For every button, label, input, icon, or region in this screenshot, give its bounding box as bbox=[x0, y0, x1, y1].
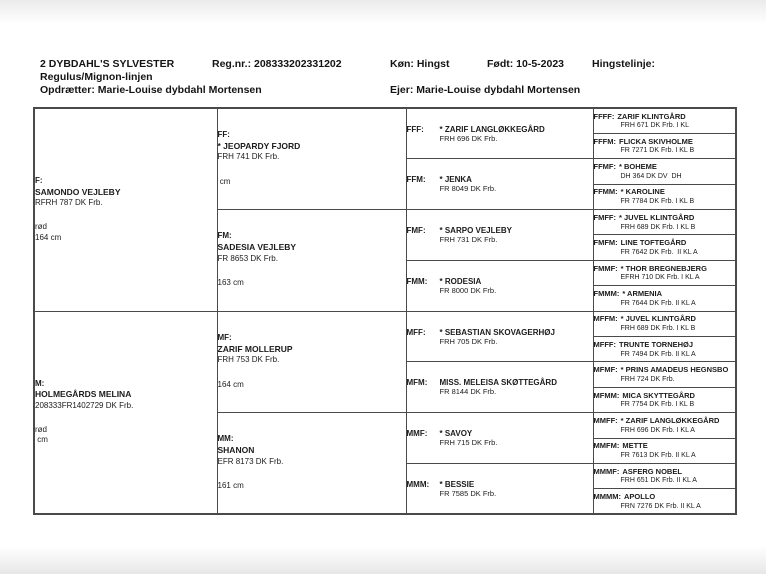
horse-label: MMM: bbox=[406, 479, 430, 489]
horse-label: MFF: bbox=[406, 327, 426, 337]
horse-reg: FR 7754 DK Frb. I KL B bbox=[620, 401, 695, 409]
horse-name: MISS. MELEISA SKØTTEGÅRD bbox=[439, 378, 557, 388]
horse-reg: FRH 724 DK Frb. bbox=[620, 375, 675, 383]
pedigree-row bbox=[34, 108, 736, 133]
pedigree-cell-mmmm bbox=[593, 489, 736, 514]
pedigree-cell-mmmf bbox=[593, 463, 736, 488]
horse-name: * JUVEL KLINTGÅRD bbox=[619, 212, 695, 222]
horse-label: FFMF: bbox=[593, 162, 616, 172]
horse-name: * BOHEME bbox=[619, 162, 657, 172]
birthdate-field: Født: 10-5-2023 bbox=[487, 58, 565, 70]
horse-height: 164 cm bbox=[35, 232, 62, 242]
horse-label: M: bbox=[35, 378, 45, 388]
horse-reg: FR 8000 DK Frb. bbox=[439, 285, 497, 295]
pedigree-cell-mm bbox=[217, 413, 406, 515]
horse-name: * KAROLINE bbox=[620, 187, 665, 197]
pedigree-cell-ffm bbox=[406, 159, 593, 210]
horse-reg: FRH 696 DK Frb. bbox=[439, 133, 498, 143]
horse-color: rød bbox=[35, 222, 47, 232]
lineage-line: Regulus/Mignon-linjen bbox=[40, 71, 153, 83]
horse-name: * THOR BREGNEBJERG bbox=[620, 263, 707, 273]
horse-name: LINE TOFTEGÅRD bbox=[620, 238, 687, 248]
pedigree-cell-mffm bbox=[593, 311, 736, 336]
horse-name: ZARIF MOLLERUP bbox=[217, 343, 293, 354]
horse-reg: FRH 741 DK Frb. bbox=[217, 152, 280, 162]
horse-label: FMFF: bbox=[593, 212, 616, 222]
horse-reg: FR 7494 DK Frb. II KL A bbox=[620, 350, 696, 358]
horse-reg: FRH 671 DK Frb. I KL bbox=[620, 122, 689, 130]
horse-height: 163 cm bbox=[217, 278, 244, 288]
horse-label: FMMF: bbox=[593, 263, 618, 273]
horse-name: MICA SKYTTEGÅRD bbox=[622, 390, 695, 400]
stallion-line-field: Hingstelinje: bbox=[592, 58, 656, 70]
pedigree-cell-mff bbox=[406, 311, 593, 362]
horse-name: SADESIA VEJLEBY bbox=[217, 242, 297, 253]
horse-reg: FRH 689 DK Frb. I KL B bbox=[620, 223, 696, 231]
pedigree-table bbox=[33, 107, 737, 515]
horse-reg: FRH 696 DK Frb. I KL A bbox=[620, 426, 695, 434]
horse-name: ZARIF KLINTGÅRD bbox=[617, 111, 686, 121]
horse-reg: FRH 731 DK Frb. bbox=[439, 234, 498, 244]
horse-reg: FRH 715 DK Frb. bbox=[439, 438, 498, 448]
horse-name: * SAVOY bbox=[439, 429, 473, 439]
horse-name: * SARPO VEJLEBY bbox=[439, 225, 512, 235]
pedigree-cell-m bbox=[34, 311, 217, 514]
horse-name: * JENKA bbox=[439, 175, 472, 185]
pedigree-cell-mmm bbox=[406, 463, 593, 514]
horse-reg: FRH 689 DK Frb. I KL B bbox=[620, 325, 696, 333]
page-edge-top bbox=[0, 0, 766, 24]
horse-label: FFFM: bbox=[593, 136, 616, 146]
horse-label: MFFF: bbox=[593, 339, 616, 349]
pedigree-cell-mmf bbox=[406, 413, 593, 464]
horse-name: TRUNTE TORNEHØJ bbox=[619, 339, 694, 349]
horse-label: MMFF: bbox=[593, 415, 618, 425]
horse-reg: FR 7613 DK Frb. II KL A bbox=[620, 452, 696, 460]
pedigree-cell-fmf bbox=[406, 210, 593, 261]
pedigree-cell-mfmf bbox=[593, 362, 736, 387]
horse-label: FM: bbox=[217, 231, 232, 241]
horse-reg: FR 7271 DK Frb. I KL B bbox=[620, 147, 695, 155]
reg-number: Reg.nr.: 208333202331202 bbox=[212, 58, 342, 70]
horse-name: SAMONDO VEJLEBY bbox=[35, 186, 121, 197]
pedigree-cell-fmm bbox=[406, 260, 593, 311]
horse-reg: FR 7642 DK Frb. II KL A bbox=[620, 248, 698, 256]
horse-reg: FR 8653 DK Frb. bbox=[217, 253, 278, 263]
page-edge-bottom bbox=[0, 546, 766, 574]
horse-reg: EFRH 710 DK Frb. I KL A bbox=[620, 274, 700, 282]
pedigree-cell-fff bbox=[406, 108, 593, 159]
horse-name: ASFERG NOBEL bbox=[622, 466, 682, 476]
pedigree-cell-fmmf bbox=[593, 260, 736, 285]
horse-name: * BESSIE bbox=[439, 479, 475, 489]
horse-label: FMF: bbox=[406, 225, 426, 235]
horse-name: SHANON bbox=[217, 445, 255, 456]
pedigree-cell-fffm bbox=[593, 133, 736, 158]
horse-reg: FRH 651 DK Frb. II KL A bbox=[620, 477, 697, 485]
pedigree-cell-fm bbox=[217, 210, 406, 312]
pedigree-cell-fmfm bbox=[593, 235, 736, 260]
horse-reg: FR 7644 DK Frb. II KL A bbox=[620, 299, 696, 307]
horse-reg: RFRH 787 DK Frb. bbox=[35, 198, 103, 208]
horse-name: * RODESIA bbox=[439, 276, 482, 286]
horse-name: * ZARIF LANGLØKKEGÅRD bbox=[439, 124, 545, 134]
horse-label: FFMM: bbox=[593, 187, 618, 197]
horse-name: * JUVEL KLINTGÅRD bbox=[620, 314, 696, 324]
pedigree-cell-f bbox=[34, 108, 217, 311]
doc-title: 2 DYBDAHL'S SYLVESTER bbox=[40, 58, 175, 70]
horse-label: FMM: bbox=[406, 276, 428, 286]
pedigree-cell-mfff bbox=[593, 337, 736, 362]
horse-label: FFM: bbox=[406, 175, 426, 185]
horse-name: * ZARIF LANGLØKKEGÅRD bbox=[620, 415, 720, 425]
pedigree-cell-mf bbox=[217, 311, 406, 413]
pedigree-row bbox=[34, 311, 736, 336]
horse-label: FFF: bbox=[406, 124, 424, 134]
horse-label: MMFM: bbox=[593, 441, 620, 451]
horse-label: MFMM: bbox=[593, 390, 620, 400]
horse-label: MM: bbox=[217, 434, 234, 444]
horse-name: * ARMENIA bbox=[622, 289, 663, 298]
pedigree-cell-fmmm bbox=[593, 286, 736, 311]
horse-reg: FRN 7276 DK Frb. II KL A bbox=[620, 502, 701, 510]
horse-reg: DH 364 DK DV DH bbox=[620, 172, 682, 180]
horse-label: FMMM: bbox=[593, 289, 620, 298]
horse-reg: FR 7585 DK Frb. bbox=[439, 488, 497, 498]
horse-name: * PRINS AMADEUS HEGNSBO bbox=[620, 365, 729, 375]
horse-name: HOLMEGÅRDS MELINA bbox=[35, 389, 132, 400]
pedigree-cell-fmff bbox=[593, 210, 736, 235]
pedigree-cell-ffmf bbox=[593, 159, 736, 184]
horse-name: * SEBASTIAN SKOVAGERHØJ bbox=[439, 327, 555, 337]
horse-color: rød bbox=[35, 424, 47, 434]
horse-reg: 208333FR1402729 DK Frb. bbox=[35, 400, 134, 410]
breeder-line: Opdrætter: Marie-Louise dybdahl Mortensen bbox=[40, 84, 262, 96]
pedigree-cell-ffmm bbox=[593, 184, 736, 209]
horse-label: MFM: bbox=[406, 378, 428, 388]
horse-label: FMFM: bbox=[593, 238, 618, 248]
horse-reg: FRH 753 DK Frb. bbox=[217, 355, 280, 365]
horse-reg: FR 8049 DK Frb. bbox=[439, 184, 497, 194]
horse-height: 161 cm bbox=[217, 481, 244, 491]
horse-label: MFMF: bbox=[593, 365, 618, 375]
horse-label: FFFF: bbox=[593, 111, 615, 121]
horse-name: * JEOPARDY FJORD bbox=[217, 140, 301, 151]
horse-reg: FR 8144 DK Frb. bbox=[439, 387, 497, 397]
pedigree-cell-ffff bbox=[593, 108, 736, 133]
pedigree-cell-mmfm bbox=[593, 438, 736, 463]
horse-name: METTE bbox=[622, 441, 648, 451]
pedigree-cell-mfmm bbox=[593, 387, 736, 412]
horse-reg: EFR 8173 DK Frb. bbox=[217, 456, 284, 466]
horse-reg: FR 7784 DK Frb. I KL B bbox=[620, 198, 695, 206]
pedigree-cell-mmff bbox=[593, 413, 736, 438]
horse-label: MMMF: bbox=[593, 466, 620, 476]
pedigree-cell-ff bbox=[217, 108, 406, 210]
horse-label: F: bbox=[35, 175, 43, 185]
pedigree-cell-mfm bbox=[406, 362, 593, 413]
owner-line: Ejer: Marie-Louise dybdahl Mortensen bbox=[390, 84, 581, 96]
horse-height: cm bbox=[217, 177, 231, 187]
horse-label: MMF: bbox=[406, 429, 428, 439]
sex-field: Køn: Hingst bbox=[390, 58, 450, 70]
horse-name: APOLLO bbox=[624, 491, 656, 501]
horse-height: cm bbox=[35, 435, 48, 445]
horse-name: FLICKA SKIVHOLME bbox=[619, 136, 693, 146]
horse-reg: FRH 705 DK Frb. bbox=[439, 336, 498, 346]
horse-label: MF: bbox=[217, 332, 232, 342]
horse-label: MFFM: bbox=[593, 314, 618, 324]
horse-height: 164 cm bbox=[217, 380, 244, 390]
horse-label: FF: bbox=[217, 130, 230, 140]
horse-label: MMMM: bbox=[593, 491, 621, 501]
